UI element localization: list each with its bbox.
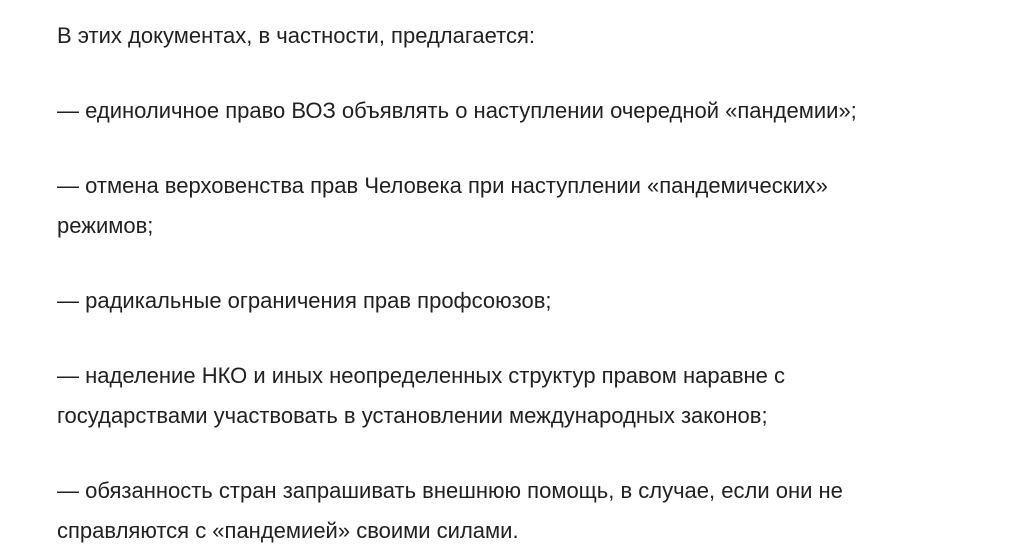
paragraph-line: — единоличное право ВОЗ объявлять о наступлении очередной «пандемии»; <box>57 98 857 123</box>
intro-paragraph <box>57 16 968 56</box>
paragraph-line: государствами участвовать в установлении международных законов; <box>57 403 768 428</box>
bullet-paragraph <box>57 91 968 131</box>
paragraph-line: режимов; <box>57 213 154 238</box>
bullet-paragraph <box>57 356 968 436</box>
paragraph-line: — наделение НКО и иных неопределенных структур правом наравне с <box>57 363 785 388</box>
paragraph-line: — обязанность стран запрашивать внешнюю помощь, в случае, если они не <box>57 478 843 503</box>
paragraph-line: справляются с «пандемией» своими силами. <box>57 518 519 543</box>
bullet-paragraph <box>57 166 968 246</box>
paragraph-line: — отмена верховенства прав Человека при наступлении «пандемических» <box>57 173 828 198</box>
paragraph-line: — радикальные ограничения прав профсоюзов; <box>57 288 552 313</box>
paragraph-line: В этих документах, в частности, предлагается: <box>57 23 535 48</box>
bullet-paragraph <box>57 281 968 321</box>
bullet-paragraph <box>57 471 968 551</box>
